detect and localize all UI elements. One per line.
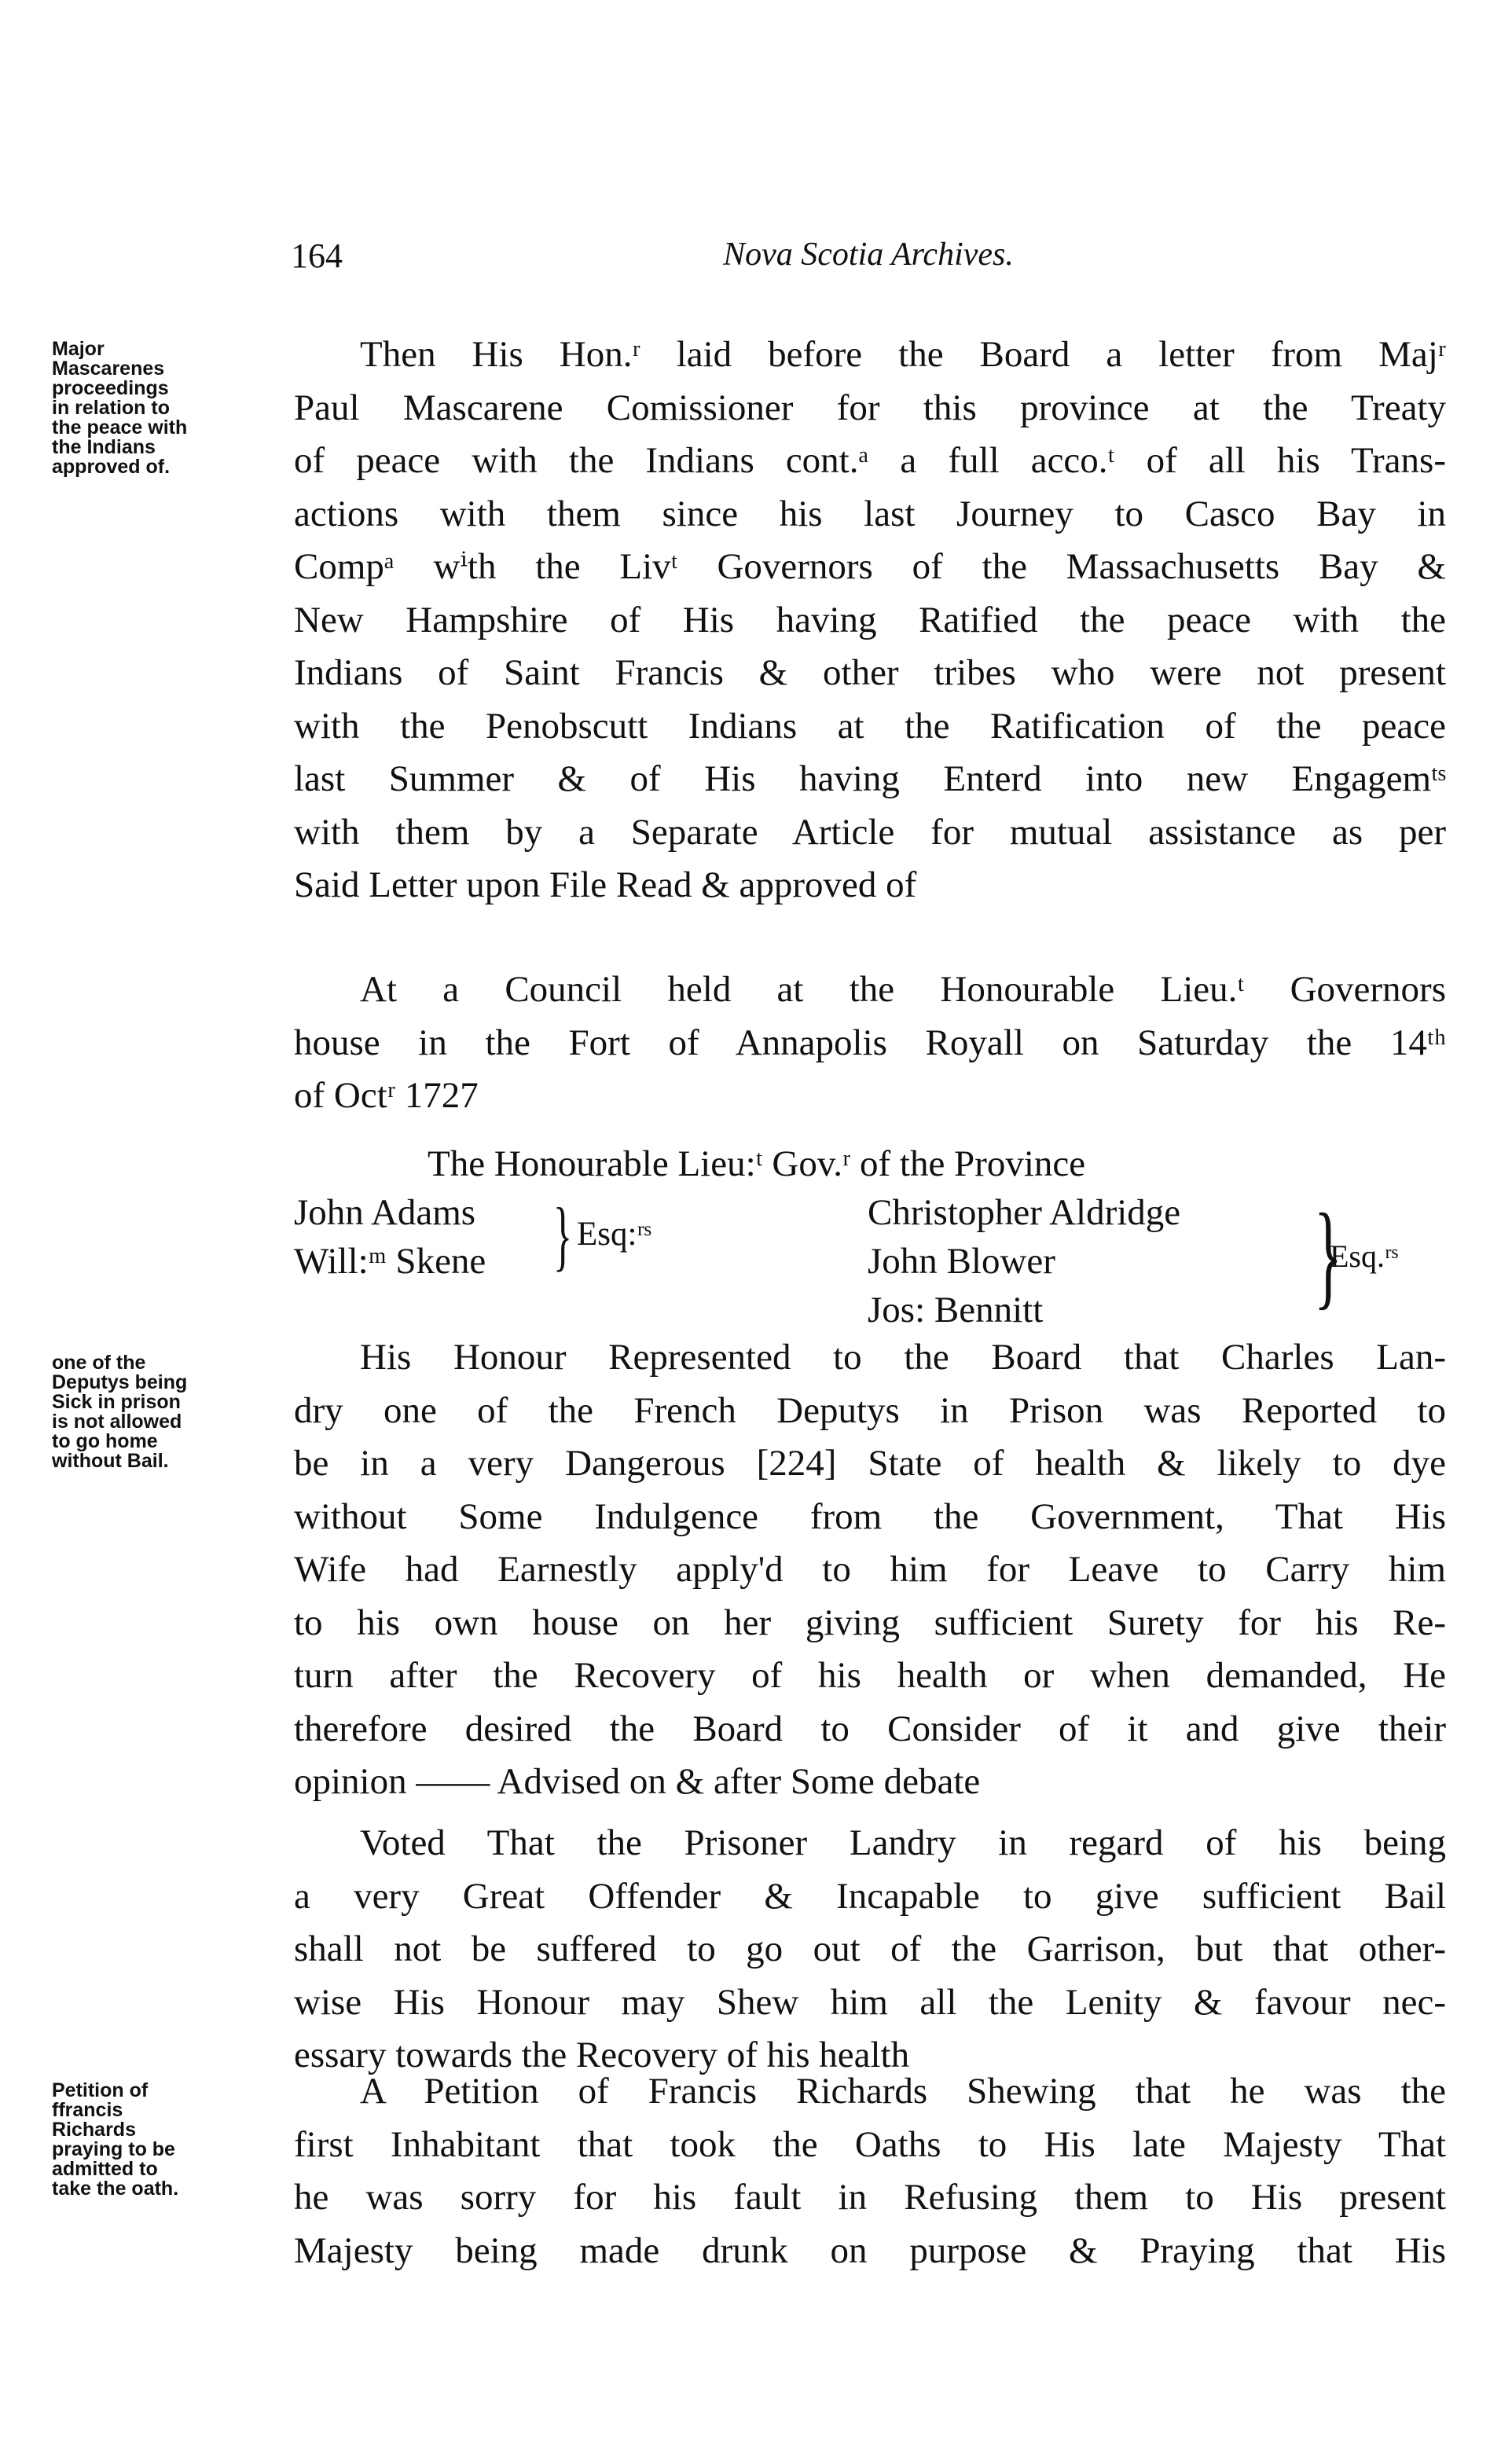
text-line: A Petition of Francis Richards Shewing that he was the: [360, 2071, 1446, 2112]
text-line: last Summer & of His having Enterd into new Engagemᵗˢ: [294, 758, 1446, 799]
sidenote-line: Mascarenes: [52, 358, 165, 380]
page-header: [291, 236, 1446, 283]
brace-left: }: [553, 1191, 572, 1279]
text-line: to his own house on her giving sufficient Surety for his Re-: [294, 1602, 1446, 1643]
text-line: therefore desired the Board to Consider of it and give their: [294, 1708, 1446, 1749]
member-name: Christopher Aldridge: [868, 1192, 1181, 1233]
text-line: His Honour Represented to the Board that Charles Lan-: [360, 1337, 1446, 1378]
text-line: essary towards the Recovery of his health: [294, 2035, 910, 2075]
sidenote-line: Richards: [52, 2119, 136, 2141]
member-name: John Adams: [294, 1192, 476, 1233]
sidenote-line: one of the: [52, 1352, 146, 1374]
sidenote-line: to go home: [52, 1430, 158, 1452]
brace-right: }: [1314, 1190, 1342, 1320]
esquire-suffix-left: Esq:ʳˢ: [577, 1216, 651, 1253]
sidenote-line: proceedings: [52, 377, 169, 399]
text-line: wise His Honour may Shew him all the Lenity & favour nec-: [294, 1981, 1446, 2023]
member-name: John Blower: [868, 1241, 1055, 1282]
sidenote-line: Sick in prison: [52, 1391, 181, 1413]
text-line: Paul Mascarene Comissioner for this province at the Treaty: [294, 387, 1446, 428]
member-name: Jos: Bennitt: [868, 1290, 1044, 1330]
text-line: of peace with the Indians cont.ᵃ a full acco.ᵗ of all his Trans-: [294, 440, 1446, 481]
sidenote-line: the peace with: [52, 417, 188, 439]
sidenote-line: take the oath.: [52, 2178, 179, 2200]
text-line: New Hampshire of His having Ratified the peace with the: [294, 599, 1446, 640]
text-line: with them by a Separate Article for mutual assistance as per: [294, 811, 1446, 853]
text-line: Then His Hon.ʳ laid before the Board a letter from Majʳ: [360, 334, 1446, 375]
sidenote-line: approved of.: [52, 456, 171, 478]
text-line: dry one of the French Deputys in Prison was Reported to: [294, 1389, 1446, 1431]
text-line: turn after the Recovery of his health or when demanded, He: [294, 1655, 1446, 1696]
running-title: Nova Scotia Archives.: [723, 237, 1014, 273]
text-line: house in the Fort of Annapolis Royall on Saturday the 14ᵗʰ: [294, 1022, 1446, 1063]
council-members-left: [294, 1188, 486, 1286]
text-line: Majesty being made drunk on purpose & Praying that His: [294, 2229, 1446, 2271]
paragraph-council-heading: [294, 963, 1446, 1123]
text-line: Indians of Saint Francis & other tribes who were not present: [294, 652, 1446, 693]
text-line: he was sorry for his fault in Refusing them to His present: [294, 2177, 1446, 2218]
text-line: Compᵃ wⁱth the Livᵗ Governors of the Massachusetts Bay &: [294, 546, 1446, 587]
text-line: of Octʳ 1727: [294, 1075, 479, 1116]
text-line: with the Penobscutt Indians at the Ratification of the peace: [294, 705, 1446, 747]
text-line: be in a very Dangerous [224] State of health & likely to dye: [294, 1443, 1446, 1484]
text-line: a very Great Offender & Incapable to give sufficient Bail: [294, 1875, 1446, 1917]
text-line: At a Council held at the Honourable Lieu.ᵗ Governors: [360, 969, 1446, 1010]
paragraph-vote: [294, 1817, 1446, 2083]
text-line: shall not be suffered to go out of the Garrison, but that other-: [294, 1928, 1446, 1969]
sidenote-line: in relation to: [52, 397, 170, 419]
sidenote-line: admitted to: [52, 2158, 158, 2180]
sidenote-line: is not allowed: [52, 1411, 182, 1433]
sidenote-line: Deputys being: [52, 1371, 188, 1393]
sidenote-mascarene: [52, 339, 288, 477]
esquire-suffix-right: Esq.ʳˢ: [1330, 1239, 1399, 1274]
member-name: Will:ᵐ Skene: [294, 1241, 486, 1282]
text-line: Voted That the Prisoner Landry in regard of his being: [360, 1822, 1446, 1863]
text-line: actions with them since his last Journey to Casco Bay in: [294, 493, 1446, 534]
text-line: without Some Indulgence from the Government, That His: [294, 1495, 1446, 1537]
sidenote-line: praying to be: [52, 2138, 175, 2160]
sidenote-line: the Indians: [52, 436, 156, 458]
sidenote-line: without Bail.: [52, 1450, 169, 1472]
sidenote-line: Petition of: [52, 2079, 149, 2101]
text-line: Wife had Earnestly apply'd to him for Leave to Carry him: [294, 1549, 1446, 1590]
sidenote-line: Major: [52, 338, 105, 360]
sidenote-line: ffrancis: [52, 2099, 123, 2121]
paragraph-landry-illness: [294, 1331, 1446, 1809]
text-line: opinion —— Advised on & after Some debate: [294, 1761, 981, 1802]
council-members-heading: The Honourable Lieu:ᵗ Gov.ʳ of the Province: [428, 1143, 1086, 1184]
council-members-right: [868, 1188, 1180, 1334]
sidenote-deputy-sick: [52, 1353, 288, 1471]
text-line: first Inhabitant that took the Oaths to His late Majesty That: [294, 2123, 1446, 2165]
page-number: 164: [291, 237, 343, 275]
text-line: Said Letter upon File Read & approved of: [294, 864, 917, 905]
sidenote-petition: [52, 2081, 288, 2199]
paragraph-richards-petition: [294, 2065, 1446, 2277]
paragraph-mascarene-letter: [294, 328, 1446, 912]
